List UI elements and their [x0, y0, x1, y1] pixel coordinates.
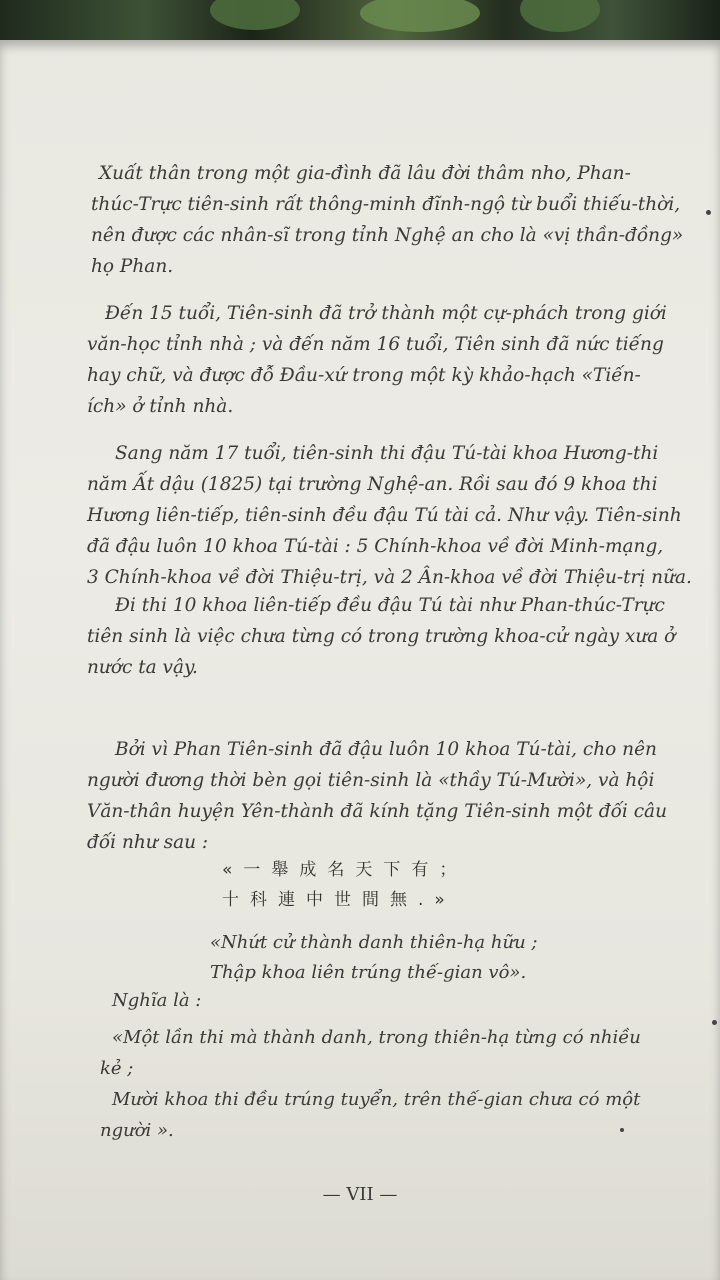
text-line: nước ta vậy. [87, 657, 198, 678]
text-line: nên được các nhân-sĩ trong tỉnh Nghệ an cho là «vị thần-đồng» [91, 225, 684, 246]
meaning-text [100, 1022, 690, 1146]
text-line: hay chữ, và được đỗ Đầu-xứ trong một kỳ khảo-hạch «Tiến- [87, 365, 641, 386]
text-line: họ Phan. [91, 256, 174, 277]
text-line: Sang năm 17 tuổi, tiên-sinh thi đậu Tú-tài khoa Hương-thi [115, 443, 659, 464]
text-line: năm Ất dậu (1825) tại trường Nghệ-an. Rồi sau đó 9 khoa thi [87, 474, 658, 495]
paragraph-4 [87, 590, 685, 683]
paragraph-1 [91, 158, 685, 282]
text-line: Đi thi 10 khoa liên-tiếp đều đậu Tú tài như Phan-thúc-Trực [115, 595, 665, 616]
text-line: người đương thời bèn gọi tiên-sinh là «thầy Tú-Mười», và hội [87, 770, 655, 791]
paragraph-5 [87, 734, 685, 858]
text-line: văn-học tỉnh nhà ; và đến năm 16 tuổi, Tiên sinh đã nức tiếng [87, 334, 664, 355]
leaf-shape [360, 0, 480, 32]
text-line: Xuất thân trong một gia-đình đã lâu đời thâm nho, Phan- [99, 163, 631, 184]
text-line: đối như sau : [87, 832, 209, 853]
text-line: Văn-thân huyện Yên-thành đã kính tặng Tiên-sinh một đối câu [87, 801, 668, 822]
leaf-shape [520, 0, 600, 32]
leaf-shape [210, 0, 300, 30]
page-number: — VII — [322, 1184, 398, 1205]
translit-line: Thập khoa liên trúng thế-gian vô». [210, 962, 527, 983]
text-line: 3 Chính-khoa về đời Thiệu-trị, và 2 Ân-khoa về đời Thiệu-trị nữa. [87, 567, 692, 588]
couplet-chinese-line-2: 十科連中世間無.» [222, 890, 456, 910]
text-line: Hương liên-tiếp, tiên-sinh đều đậu Tú tài cả. Như vậy. Tiên-sinh [87, 505, 682, 526]
text-line: ích» ở tỉnh nhà. [87, 396, 234, 417]
translit-line: «Nhứt cử thành danh thiên-hạ hữu ; [210, 932, 538, 953]
meaning-line: Mười khoa thi đều trúng tuyển, trên thế-gian chưa có một [112, 1089, 641, 1110]
text-line: thúc-Trực tiên-sinh rất thông-minh đĩnh-ngộ từ buổi thiếu-thời, [91, 194, 681, 215]
text-line: Bởi vì Phan Tiên-sinh đã đậu luôn 10 khoa Tú-tài, cho nên [115, 739, 657, 760]
text-line: đã đậu luôn 10 khoa Tú-tài : 5 Chính-khoa về đời Minh-mạng, [87, 536, 664, 557]
couplet-chinese-line-1: «一舉成名天下有； [222, 860, 468, 880]
page-speck [620, 1128, 624, 1132]
page-speck [706, 210, 711, 215]
meaning-label: Nghĩa là : [112, 990, 202, 1011]
page-speck [712, 1020, 717, 1025]
meaning-line: kẻ ; [100, 1058, 134, 1079]
paragraph-2 [87, 298, 685, 422]
couplet-transliteration [210, 928, 630, 988]
text-line: Đến 15 tuổi, Tiên-sinh đã trở thành một cự-phách trong giới [105, 303, 667, 324]
text-line: tiên sinh là việc chưa từng có trong trường khoa-cử ngày xưa ở [87, 626, 676, 647]
meaning-line: «Một lần thi mà thành danh, trong thiên-hạ từng có nhiều [112, 1027, 641, 1048]
paragraph-3 [87, 438, 692, 593]
meaning-line: người ». [100, 1120, 174, 1141]
